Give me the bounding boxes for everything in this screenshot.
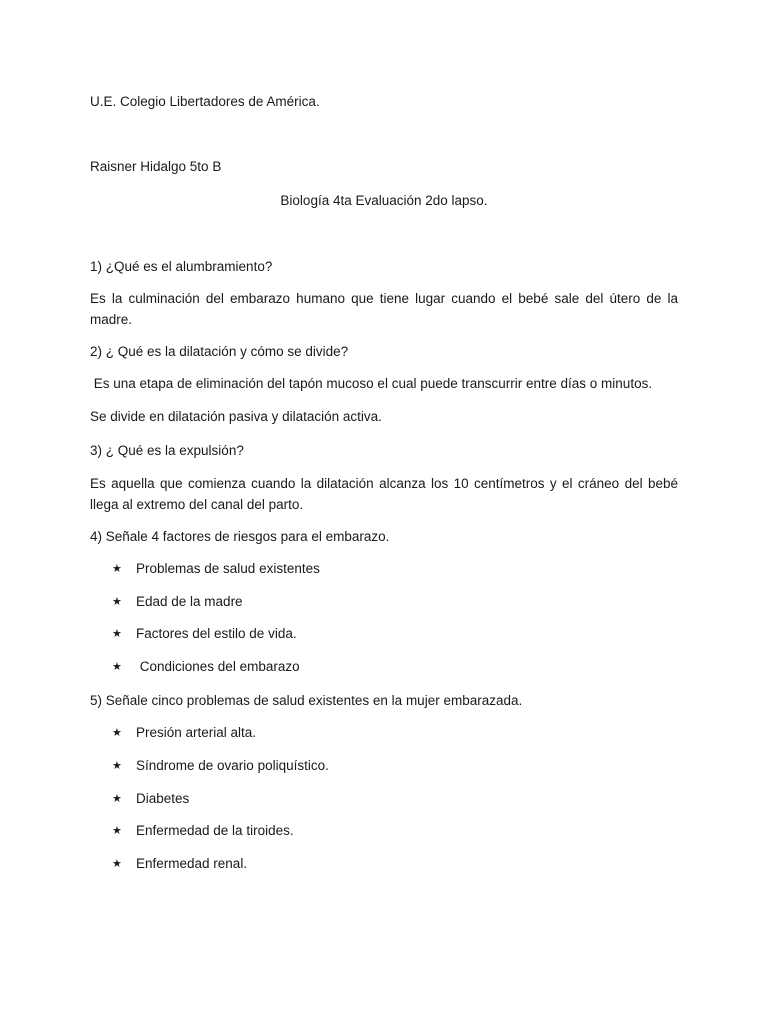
star-icon: ★ [112,596,122,608]
list-item [112,624,297,644]
answer-1: Es la culminación del embarazo humano que tiene lugar cuando el bebé sale del útero de la madre. [90,291,678,327]
list-item [112,756,329,776]
document-title: Biología 4ta Evaluación 2do lapso. [280,193,488,208]
star-icon: ★ [112,628,122,640]
list-item [112,592,243,612]
question-3: 3) ¿ Qué es la expulsión? [90,443,244,458]
answer-2b: Se divide en dilatación pasiva y dilatación activa. [90,409,382,424]
list-item [112,854,247,874]
list-item-label: Condiciones del embarazo [136,659,300,674]
list-item-label: Edad de la madre [136,594,243,609]
list-item-label: Diabetes [136,791,190,806]
list-item-label: Presión arterial alta. [136,725,257,740]
question-2: 2) ¿ Qué es la dilatación y cómo se divide? [90,344,349,359]
list-item [112,559,320,579]
list-item [112,821,294,841]
question-5: 5) Señale cinco problemas de salud existentes en la mujer embarazada. [90,693,523,708]
list-item [112,723,256,743]
answer-2a: Es una etapa de eliminación del tapón mucoso el cual puede transcurrir entre días o minutos. [90,376,653,391]
star-icon: ★ [112,661,122,673]
question-1: 1) ¿Qué es el alumbramiento? [90,259,273,274]
list-item [112,657,300,677]
star-icon: ★ [112,563,122,575]
list-item-label: Enfermedad de la tiroides. [136,823,294,838]
list-item-label: Factores del estilo de vida. [136,626,297,641]
star-icon: ★ [112,793,122,805]
star-icon: ★ [112,727,122,739]
star-icon: ★ [112,760,122,772]
list-item-label: Problemas de salud existentes [136,561,320,576]
star-icon: ★ [112,858,122,870]
star-icon: ★ [112,825,122,837]
student-name: Raisner Hidalgo 5to B [90,159,222,174]
answer-3: Es aquella que comienza cuando la dilatación alcanza los 10 centímetros y el cráneo del bebé llega al extremo del canal del parto. [90,476,678,512]
list-item [112,789,189,809]
school-name: U.E. Colegio Libertadores de América. [90,94,320,109]
list-item-label: Enfermedad renal. [136,856,248,871]
list-item-label: Síndrome de ovario poliquístico. [136,758,329,773]
question-4: 4) Señale 4 factores de riesgos para el embarazo. [90,529,390,544]
